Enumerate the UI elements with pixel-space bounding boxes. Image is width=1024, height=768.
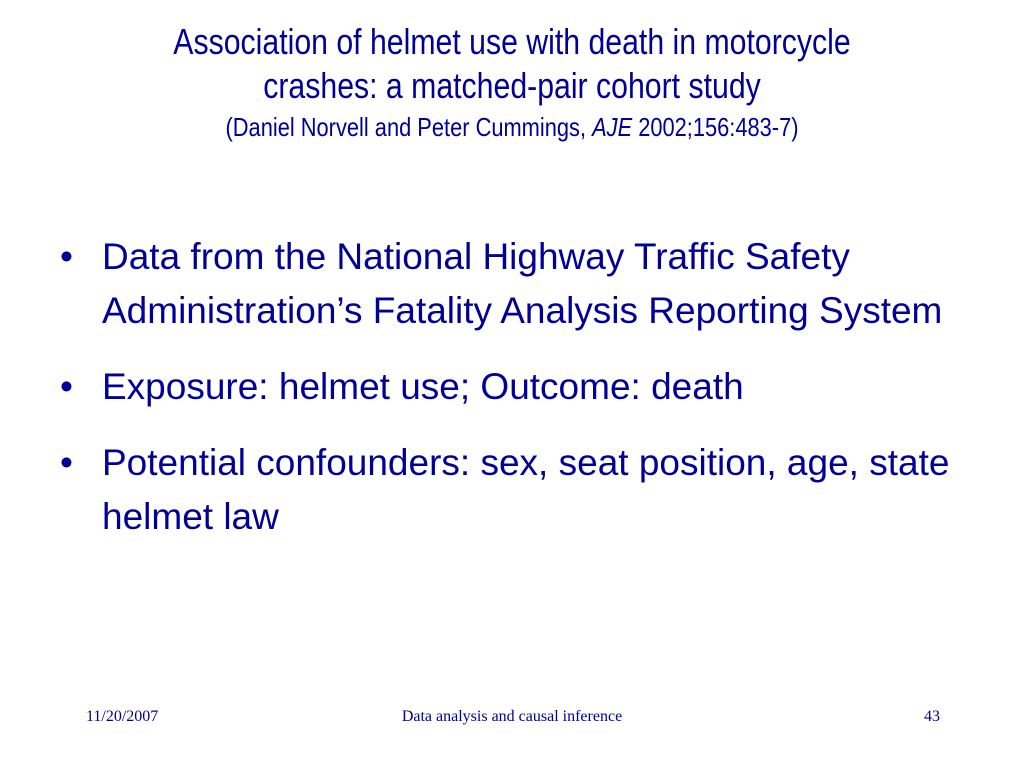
bullet-marker: •: [60, 366, 73, 407]
footer-title: Data analysis and causal inference: [401, 708, 623, 725]
bullet-text: Exposure: helmet use; Outcome: death: [102, 366, 744, 407]
bullet-text: Potential confounders: sex, seat position, age, state helmet law: [102, 442, 950, 537]
title-line-2: crashes: a matched-pair cohort study: [263, 65, 761, 106]
bullet-item-confounders: [60, 436, 960, 544]
citation-authors: (Daniel Norvell and Peter Cummings,: [225, 112, 593, 142]
title-line-1: Association of helmet use with death in motorcycle: [173, 21, 851, 62]
bullet-item-exposure-outcome: [60, 360, 960, 414]
footer-page-number: 43: [924, 708, 940, 725]
bullet-item-data-source: [60, 230, 960, 338]
bullet-marker: •: [60, 442, 73, 483]
bullet-marker: •: [60, 236, 73, 277]
bullet-list: [60, 230, 960, 566]
footer-date: 11/20/2007: [86, 708, 159, 725]
citation-journal: AJE: [592, 112, 633, 142]
citation: [116, 110, 909, 144]
slide-title: [40, 20, 984, 144]
bullet-text: Data from the National Highway Traffic Safety Administration’s Fatality Analysis Reporting System: [102, 236, 943, 331]
citation-reference: 2002;156:483-7): [632, 112, 799, 142]
